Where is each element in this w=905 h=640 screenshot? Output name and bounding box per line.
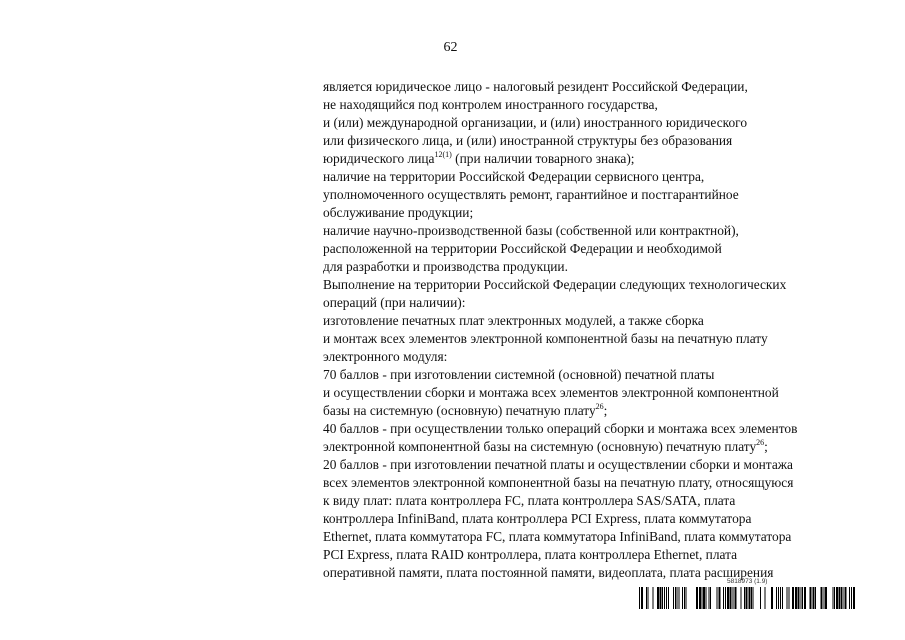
text-line-content: к виду плат: плата контроллера FC, плата контроллера SAS/SATA, плата xyxy=(323,493,736,508)
footnote-ref: 12(1) xyxy=(434,150,452,159)
text-line xyxy=(323,168,883,186)
text-line-content: уполномоченного осуществлять ремонт, гарантийное и постгарантийное xyxy=(323,187,739,202)
text-line xyxy=(323,438,883,456)
text-line xyxy=(323,222,883,240)
text-line-content: расположенной на территории Российской Федерации и необходимой xyxy=(323,241,722,256)
text-line-content: или физического лица, и (или) иностранной структуры без образования xyxy=(323,133,733,148)
text-line xyxy=(323,258,883,276)
text-line-content: PCI Express, плата RAID контроллера, плата контроллера Ethernet, плата xyxy=(323,547,738,562)
barcode xyxy=(639,578,859,608)
text-line xyxy=(323,186,883,204)
text-line xyxy=(323,546,883,564)
barcode-id: 5818973 (1.9) xyxy=(727,578,768,585)
text-line xyxy=(323,348,883,366)
text-line-content: и (или) международной организации, и (или) иностранного юридического xyxy=(323,115,748,130)
text-line xyxy=(323,474,883,492)
text-line-tail: ; xyxy=(603,403,608,418)
text-line xyxy=(323,132,883,150)
text-line-content: оперативной памяти, плата постоянной памяти, видеоплата, плата расширения xyxy=(323,565,774,580)
text-line-content: всех элементов электронной компонентной базы на печатную плату, относящуюся xyxy=(323,475,794,490)
text-line-content: и монтаж всех элементов электронной компонентной базы на печатную плату xyxy=(323,331,768,346)
text-line xyxy=(323,204,883,222)
text-line-tail: (при наличии товарного знака); xyxy=(451,151,635,166)
text-line xyxy=(323,420,883,438)
text-line xyxy=(323,240,883,258)
text-line-content: обслуживание продукции; xyxy=(323,205,474,220)
text-line-content: электронной компонентной базы на системную (основную) печатную плату xyxy=(323,439,757,454)
text-line-content: и осуществлении сборки и монтажа всех элементов электронной компонентной xyxy=(323,385,779,400)
text-line xyxy=(323,78,883,96)
footnote-ref: 26 xyxy=(756,438,765,447)
text-line-content: является юридическое лицо - налоговый резидент Российской Федерации, xyxy=(323,79,748,94)
text-line-content: наличие научно-производственной базы (собственной или контрактной), xyxy=(323,223,739,238)
text-line xyxy=(323,276,883,294)
text-line-content: электронного модуля: xyxy=(323,349,448,364)
footnote-ref: 26 xyxy=(595,402,604,411)
text-line xyxy=(323,312,883,330)
text-line xyxy=(323,456,883,474)
text-line xyxy=(323,294,883,312)
page-number: 62 xyxy=(443,40,458,55)
text-line-content: операций (при наличии): xyxy=(323,295,466,310)
text-line-content: контроллера InfiniBand, плата контроллера PCI Express, плата коммутатора xyxy=(323,511,752,526)
text-line-content: наличие на территории Российской Федерации сервисного центра, xyxy=(323,169,705,184)
text-line xyxy=(323,114,883,132)
text-line-content: 40 баллов - при осуществлении только операций сборки и монтажа всех элементов xyxy=(323,421,798,436)
text-line-content: для разработки и производства продукции. xyxy=(323,259,568,274)
text-line xyxy=(323,402,883,420)
text-line xyxy=(323,528,883,546)
text-line-content: не находящийся под контролем иностранного государства, xyxy=(323,97,658,112)
text-line-content: 70 баллов - при изготовлении системной (основной) печатной платы xyxy=(323,367,715,382)
text-line xyxy=(323,492,883,510)
text-line-content: Ethernet, плата коммутатора FC, плата коммутатора InfiniBand, плата коммутатора xyxy=(323,529,792,544)
text-line-content: 20 баллов - при изготовлении печатной платы и осуществлении сборки и монтажа xyxy=(323,457,793,472)
text-line xyxy=(323,510,883,528)
text-line-content: юридического лица xyxy=(323,151,435,166)
body-text xyxy=(323,78,883,582)
text-line-content: Выполнение на территории Российской Федерации следующих технологических xyxy=(323,277,787,292)
text-line xyxy=(323,330,883,348)
text-line-content: базы на системную (основную) печатную плату xyxy=(323,403,596,418)
barcode-image xyxy=(639,587,859,609)
text-line xyxy=(323,384,883,402)
text-line-tail: ; xyxy=(764,439,768,454)
text-line xyxy=(323,366,883,384)
text-line xyxy=(323,150,883,168)
text-line xyxy=(323,96,883,114)
text-line-content: изготовление печатных плат электронных модулей, а также сборка xyxy=(323,313,704,328)
